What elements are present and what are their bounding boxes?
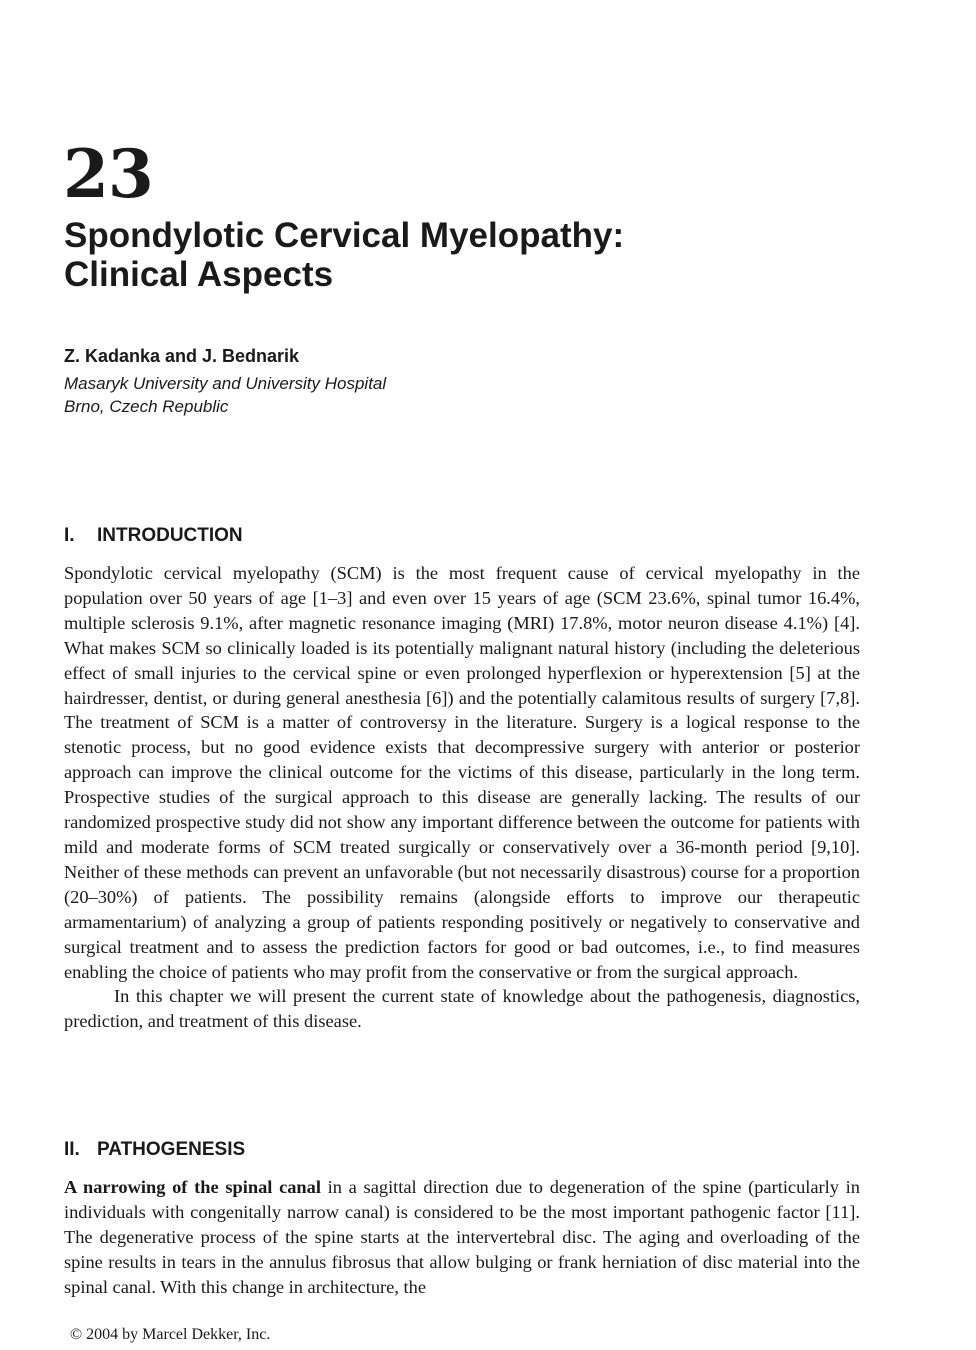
affiliation-line-1: Masaryk University and University Hospital — [64, 374, 387, 393]
section-number: I. — [64, 525, 75, 546]
section-heading-pathogenesis — [64, 1139, 245, 1161]
chapter-number: 23 — [63, 135, 153, 213]
introduction-paragraph-1: Spondylotic cervical myelopathy (SCM) is the most frequent cause of cervical myelopathy in the population over 50 years of age [1–3] and even over 15 years of age (SCM 23.6%, spinal tumor 16.4%, multiple sclerosis 9.1%, after magnetic resonance imaging (MRI) 17.8%, motor neuron disease 4.1%) [4]. What makes SCM so clinically loaded is its potentially malignant natural history (including the deleterious effect of small injuries to the cervical spine or even prolonged hyperflexion or hyperextension [5] at the hairdresser, dentist, or during general anesthesia [6]) and the potentially calamitous results of surgery [7,8]. The treatment of SCM is a matter of controversy in the literature. Surgery is a logical response to the stenotic process, but no good evidence exists that decompressive surgery with anterior or posterior approach can improve the clinical outcome for the victims of this disease, particularly in the long term. Prospective studies of the surgical approach to this disease are generally lacking. The results of our randomized prospective study did not show any important difference between the outcome for patients with mild and moderate forms of SCM treated surgically or conservatively over a 36-month period [9,10]. Neither of these methods can prevent an unfavorable (but not necessarily disastrous) course for a proportion (20–30%) of patients. The possibility remains (alongside efforts to improve our therapeutic armamentarium) of analyzing a group of patients responding positively or negatively to conservative and surgical treatment and to assess the prediction factors for good or bad outcomes, i.e., to find measures enabling the choice of patients who may profit from the conservative or from the surgical approach. — [64, 563, 860, 982]
chapter-title-line-2: Clinical Aspects — [64, 255, 334, 294]
pathogenesis-body — [64, 1175, 860, 1300]
paragraph-text: in a sagittal direction due to degeneration of the spine (particularly in individuals with congenitally narrow canal) is considered to be the most important pathogenic factor [11]. The degenerative process of the spine starts at the intervertebral disc. The aging and overloading of the spine results in tears in the annulus fibrosus that allow bulging or frank herniation of disc material into the spinal canal. With this change in architecture, the — [64, 1177, 860, 1297]
affiliation-line-2: Brno, Czech Republic — [64, 397, 229, 416]
section-title: PATHOGENESIS — [97, 1139, 246, 1160]
chapter-title — [64, 216, 844, 294]
introduction-paragraph-2: In this chapter we will present the current state of knowledge about the pathogenesis, diagnostics, prediction, and treatment of this disease. — [64, 986, 860, 1032]
authors: Z. Kadanka and J. Bednarik — [64, 346, 300, 366]
bold-lead-phrase: A narrowing of the spinal canal — [64, 1177, 321, 1197]
chapter-title-line-1: Spondylotic Cervical Myelopathy: — [64, 216, 625, 255]
section-number: II. — [64, 1139, 80, 1160]
affiliation — [64, 372, 386, 418]
section-heading-introduction — [64, 525, 243, 547]
section-title: INTRODUCTION — [97, 525, 243, 546]
copyright-notice: © 2004 by Marcel Dekker, Inc. — [70, 1326, 271, 1343]
pathogenesis-paragraph-1 — [64, 1175, 860, 1300]
introduction-body — [64, 561, 860, 1034]
